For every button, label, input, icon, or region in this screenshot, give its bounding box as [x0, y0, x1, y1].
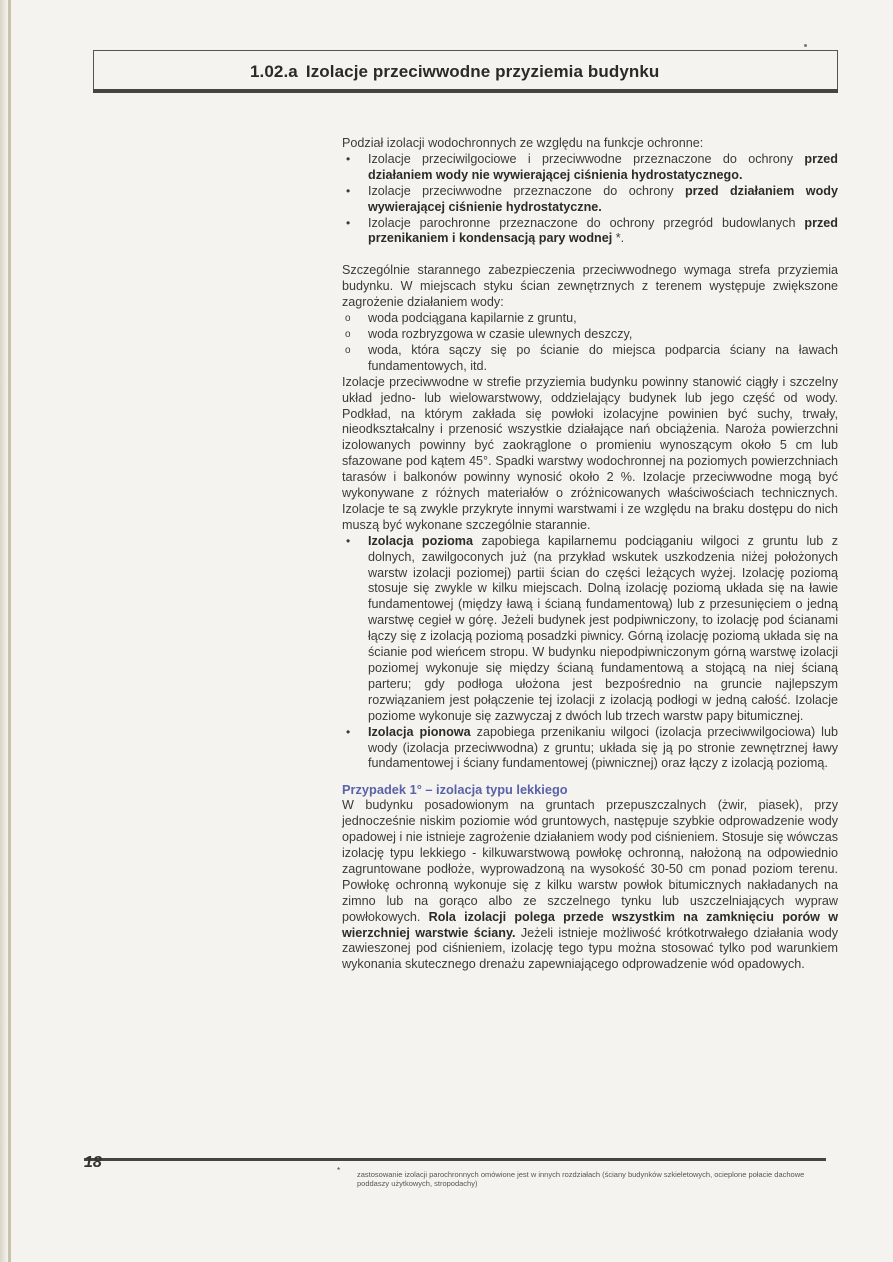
insulation-type-item: • Izolacja pozioma zapobiega kapilarnemu podciąganiu wilgoci z gruntu lub z dolnych, zawilgoconych już (na przykład wskutek uszkodzenia niżej położonych warstw izolacji poziomej) partii ścian do części leżących wyżej. Izolację poziomą stosuje się zwykle w kilku miejscach. Dolną izolację poziomą układa się na ławie fundamentowej (między ławą i ścianą fundamentową) lub z przesunięciem o jedną warstwę cegieł w górę. Jeżeli budynek jest podpiwniczony, to izolację pod ścianami łączy się z izolacją poziomą posadzki piwnicy. Górną izolację poziomą układa się na ścianie pod wieńcem stropu. W budynku niepodpiwniczonym górną warstwę izolacji poziomej wykonuje się między ścianą fundamentową a stojącą na niej ścianą parteru; gdy podłoga ułożona jest bezpośrednio na gruncie najlepszym rozwiązaniem jest połączenie tej izolacji z izolacją podłogi w jedną całość. Izolacje poziome wykonuje się zazwyczaj z dwóch lub trzech warstw papy bitumicznej. [346, 533, 839, 723]
footnote: zastosowanie izolacji parochronnych omówione jest w innych rozdziałach (ściany budynków szkieletowych, ocieplone połacie dachowe poddaszy użytkowych, stropodachy) [357, 1170, 805, 1188]
intro-lead: Podział izolacji wodochronnych ze względu na funkcje ochronne: [342, 136, 704, 150]
bullet-marker: • [346, 215, 351, 230]
footer-rule [84, 1158, 826, 1161]
water-threat-item: o woda rozbryzgowa w czasie ulewnych deszczy, [345, 326, 633, 341]
case-paragraph: W budynku posadowionym na gruntach przepuszczalnych (żwir, piasek), przy jednocześnie niskim poziomie wód gruntowych, następuje szybkie odprowadzenie wody opadowej i nie istnieje zagrożenie działaniem wody pod ciśnieniem. Stosuje się wówczas izolację typu lekkiego - kilkuwarstwową powłokę ochronną, nałożoną na odpowiednio zagruntowane podłoże, wyprowadzoną na wysokość 30-50 cm ponad poziom terenu. Powłokę ochronną wykonuje się z kilku warstw powłok bitumicznych nakładanych na zimno lub na gorąco albo ze szczelnego tynku lub uszczelniających wypraw powłokowych. Rola izolacji polega przede wszystkim na zamknięciu porów w wierzchniej warstwie ściany. Jeżeli istnieje możliwość krótkotrwałego działania wody zawieszonej pod ciśnieniem, izolację tego typu można stosować tylko pod warunkiem wykonania skutecznego drenażu zapewniającego odprowadzenie wód opadowych. [342, 798, 839, 972]
footnote-mark: * [337, 1166, 341, 1175]
bullet-marker: • [346, 724, 351, 739]
intro-bullet: • Izolacje parochronne przeznaczone do ochrony przegród budowlanych przed przenikaniem i kondensacją pary wodnej *. [346, 215, 838, 246]
water-threat-list [342, 311, 838, 375]
bullet-marker: • [346, 533, 351, 548]
intro-bullet: • Izolacje przeciwilgociowe i przeciwwodne przeznaczone do ochrony przed działaniem wody nie wywierającej ciśnienia hydrostatycznego. [346, 151, 838, 182]
circle-marker: o [345, 313, 351, 325]
zone-description: Izolacje przeciwwodne w strefie przyziemia budynku powinny stanowić ciągły i szczelny układ jedno- lub wielowarstwowy, oddzielający budynek lub jego część od wody. Podkład, na którym zakłada się powłoki izolacyjne powinien być suchy, trwały, nieodkształcalny i przenosić wszystkie działające nań obciążenia. Naroża powierzchni izolowanych powinny być zaokrąglone o promieniu wynoszącym około 5 cm lub sfazowane pod kątem 45°. Spadki warstwy wodochronnej na poziomych powierzchniach tarasów i balkonów powinny wynosić około 2 %. Izolacje przeciwwodne mogą być wykonywane z różnych materiałów o zróżnicowanych właściwościach technicznych. Izolacje te są zwykle przykryte innymi warstwami i ze względu na braku dostępu do nich muszą być wykonane szczególnie starannie. [342, 374, 838, 532]
scan-edge [0, 0, 8, 1262]
case-heading: Przypadek 1° – izolacja typu lekkiego [342, 782, 568, 798]
water-threat-item: o woda podciągana kapilarnie z gruntu, [345, 311, 577, 326]
zone-paragraph: Szczególnie starannego zabezpieczenia przeciwwodnego wymaga strefa przyziemia budynku. W miejscach styku ścian zewnętrznych z terenem występuje zwiększone zagrożenie działaniem wody: [342, 263, 838, 310]
water-threat-item: o woda, która sączy się po ścianie do miejsca podparcia ściany na ławach fundamentowych, itd. [345, 342, 838, 373]
section-title-text: Izolacje przeciwwodne przyziemia budynku [305, 62, 660, 81]
circle-marker: o [345, 328, 351, 340]
insulation-type-item: • Izolacja pionowa zapobiega przenikaniu wilgoci (izolacja przeciwwilgociowa) lub wody (izolacja przeciwwodna) z gruntu; układa się ją po stronie zewnętrznej ławy fundamentowej i ściany fundamentowej (piwnicznej) oraz łączy z izolacją poziomą. [346, 724, 838, 771]
section-number: 1.02.a [250, 62, 298, 81]
page-number: 18 [84, 1154, 102, 1171]
bullet-marker: • [346, 183, 351, 198]
header-rule [93, 89, 838, 93]
intro-bullet: • Izolacje przeciwwodne przeznaczone do ochrony przed działaniem wody wywierającej ciśnienie hydrostatyczne. [346, 183, 838, 214]
section-title [250, 62, 659, 82]
intro-bullet-list [342, 152, 838, 247]
insulation-types-list [342, 534, 838, 773]
circle-marker: o [345, 344, 351, 356]
main-content [342, 136, 838, 973]
bullet-marker: • [346, 151, 351, 166]
scan-dot [804, 44, 807, 47]
binding-line [8, 0, 11, 1262]
